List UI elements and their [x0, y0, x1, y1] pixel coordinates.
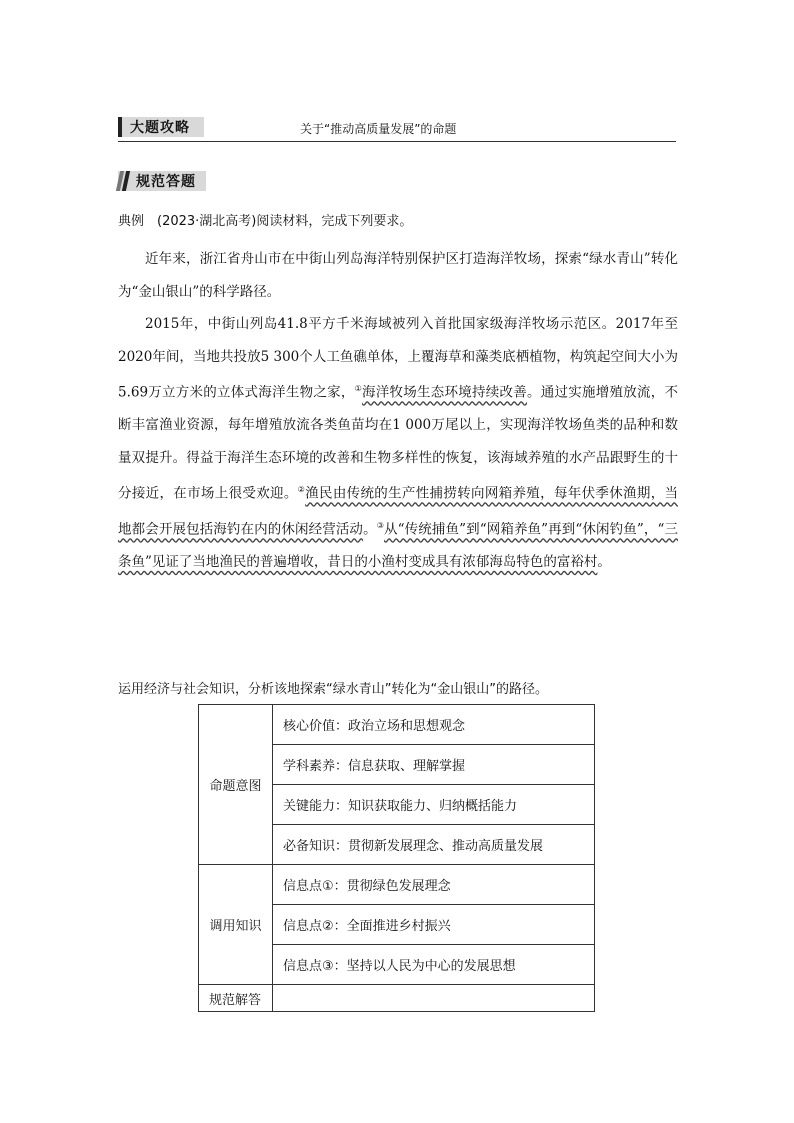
passage-paragraph-2 — [118, 308, 678, 579]
row-head-intent: 命题意图 — [199, 705, 273, 865]
header-tag-label: 大题攻略 — [130, 120, 190, 136]
table-row — [199, 705, 595, 745]
underlined-point-2: 渔民由传统的生产性捕捞转向网箱养殖，每年伏季休渔期，当地都会开展包括海钓在内的休闲经营活动 — [118, 485, 679, 538]
table-cell: 学科素养：信息获取、理解掌握 — [273, 745, 595, 785]
marker-3: ③ — [376, 521, 384, 530]
header-bar-mark — [118, 117, 122, 137]
row-head-answer: 规范解答 — [199, 985, 273, 1012]
example-lead: 典例 (2023·湖北高考)阅读材料，完成下列要求。 — [118, 214, 413, 229]
passage-text: 。 — [363, 521, 377, 538]
underlined-point-1: 海洋牧场生态环境持续改善 — [362, 384, 528, 401]
passage-text: 。通过实施增殖放流，不断丰富渔业资源，每年增殖放流各类鱼苗均在1 000万尾以上，实现海洋牧场鱼类的品种和数量双提升。得益于海洋生态环境的改善和生物多样性的恢复，该海域养殖的水产品跟野生的十分接近，在市场上很受欢迎。 — [118, 384, 679, 502]
chevron-mark-icon — [118, 171, 130, 191]
table-cell: 信息点①：贯彻绿色发展理念 — [273, 865, 595, 905]
table-cell: 信息点②：全面推进乡村振兴 — [273, 905, 595, 945]
passage-paragraph-1: 近年来，浙江省舟山市在中街山列岛海洋特别保护区打造海洋牧场，探索“绿水青山”转化为“金山银山”的科学路径。 — [118, 251, 678, 300]
header-title: 关于“推动高质量发展”的命题 — [300, 122, 457, 136]
answer-cell — [273, 985, 595, 1012]
table-cell: 信息点③：坚持以人民为中心的发展思想 — [273, 945, 595, 985]
table-row — [199, 985, 595, 1012]
table-cell: 关键能力：知识获取能力、归纳概括能力 — [273, 785, 595, 825]
passage-text: 。 — [597, 554, 611, 570]
page-header — [118, 117, 676, 142]
marker-2: ② — [297, 485, 306, 494]
table-row — [199, 865, 595, 905]
question-prompt: 运用经济与社会知识，分析该地探索“绿水青山”转化为“金山银山”的路径。 — [118, 682, 548, 697]
underlined-point-3: 从“传统捕鱼”到“网箱养鱼”再到“休闲钓鱼”，“三条鱼”见证了当地渔民的普遍增收，昔日的小渔村变成具有浓郁海岛特色的富裕村 — [118, 521, 679, 570]
section-tag — [118, 171, 206, 191]
reading-passage — [118, 243, 678, 579]
header-tag — [118, 117, 204, 137]
analysis-table — [198, 704, 595, 1012]
marker-1: ① — [354, 384, 363, 393]
section-tag-label: 规范答题 — [136, 174, 196, 190]
row-head-knowledge: 调用知识 — [199, 865, 273, 985]
table-cell: 核心价值：政治立场和思想观念 — [273, 705, 595, 745]
passage-text: 2015年，中街山列岛41.8平方千米海域被列入首批国家级海洋牧场示范区。2017年至2020年间，当地共投放5 300个人工鱼礁单体，上覆海草和藻类底栖植物，构筑起空间大小为5.69万立方米的立体式海洋生物之家， — [118, 316, 678, 401]
table-cell: 必备知识：贯彻新发展理念、推动高质量发展 — [273, 825, 595, 865]
